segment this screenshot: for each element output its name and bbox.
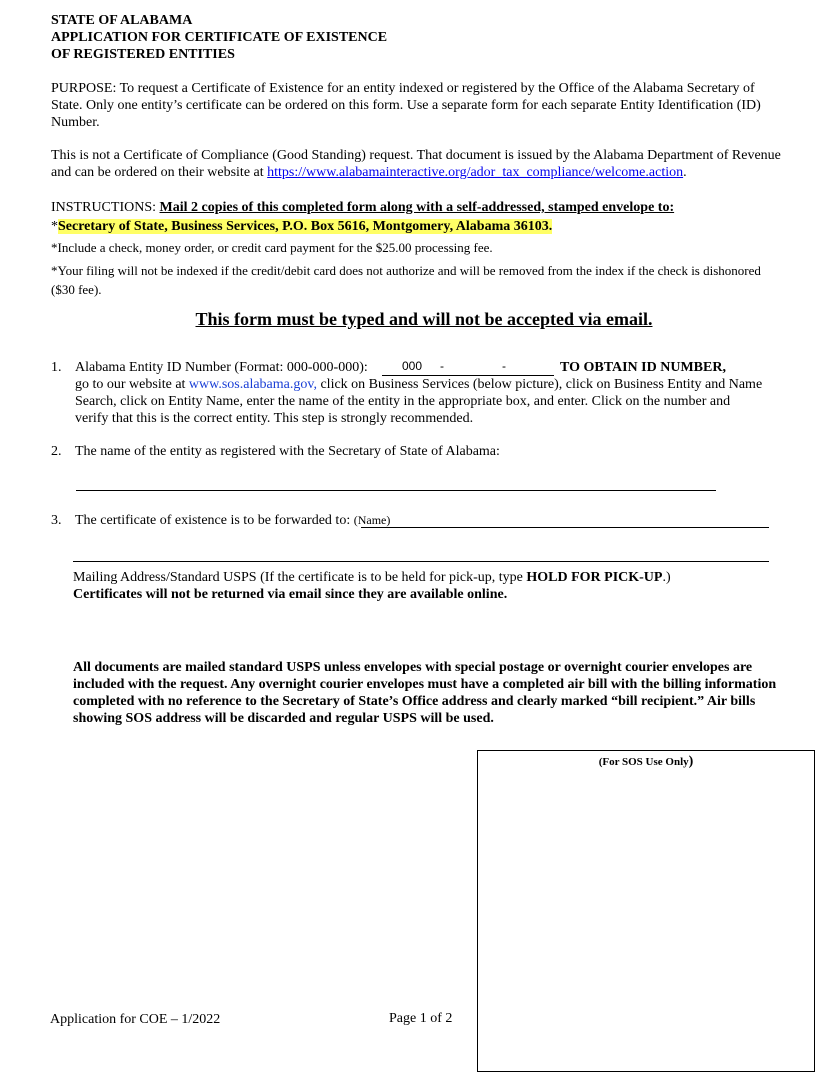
sos-website-link[interactable]: www.sos.alabama.gov, [188,377,317,392]
obtain-text-b: click on Business Services (below picture), click on Business Entity and Name Search, click on Entity Name, enter the name of the entity in the appropriate box, and enter. Click on the number and verify that this is the correct entity. This step is strongly recommended. [75,377,763,426]
address-line [51,218,791,235]
header-title: APPLICATION FOR CERTIFICATE OF EXISTENCE [51,30,388,45]
footer-page-number: Page 1 of 2 [389,1011,453,1026]
sos-use-title [478,755,814,769]
item3-number: 3. [51,513,62,528]
mailing-address-field[interactable] [73,561,769,562]
sos-use-title-text: (For SOS Use Only [598,756,689,768]
entity-name-field[interactable] [76,490,716,491]
obtain-id-instructions [75,376,765,427]
no-email-note: Certificates will not be returned via email since they are available online. [73,587,508,602]
entity-id-prefix: 000 [402,359,423,373]
obtain-id-heading: TO OBTAIN ID NUMBER, [560,360,726,375]
name-hint: (Name) [353,513,391,527]
entity-id-dash-2: - [502,359,506,373]
sos-use-paren: ) [688,754,694,769]
notice-text: This is not a Certificate of Compliance (Good Standing) request. That document is issued by the Alabama Department of Revenue and can be ordered on their website at [51,148,781,180]
hold-for-pickup: HOLD FOR PICK-UP [526,570,663,585]
address-star: * [51,219,58,234]
sos-use-box [477,750,815,1072]
entity-id-label: Alabama Entity ID Number (Format: 000-000-000): [75,360,368,375]
instructions-line [51,199,791,216]
mailing-address: Secretary of State, Business Services, P.O. Box 5616, Montgomery, Alabama 36103. [58,219,553,234]
obtain-text-a: go to our website at [75,377,186,392]
forward-to-colon: : [346,513,351,528]
mailing-text-a: Mailing Address/Standard USPS (If the certificate is to be held for pick-up, type [73,570,523,585]
entity-id-field[interactable] [382,359,554,376]
forward-to-text: The certificate of existence is to be forwarded to [75,513,347,528]
form-header [51,12,551,63]
purpose-paragraph [51,80,771,131]
mailing-text-b: .) [662,570,671,585]
entity-id-dash-1: - [440,359,444,373]
dishonored-note: *Your filing will not be indexed if the credit/debit card does not authorize and will be removed from the index if the check is dishonored ($30 fee). [51,263,761,297]
entity-name-label: The name of the entity as registered with the Secretary of State of Alabama: [75,444,500,459]
mailing-address-note [73,569,773,586]
mail-instructions: Mail 2 copies of this completed form along with a self-addressed, stamped envelope to: [159,200,675,215]
notice-period: . [683,165,687,180]
purpose-label: PURPOSE: [51,81,117,96]
notice-paragraph [51,147,781,181]
footer-form-version: Application for COE – 1/2022 [50,1012,221,1027]
typed-only-banner: This form must be typed and will not be accepted via email. [195,309,653,329]
fee-note: *Include a check, money order, or credit card payment for the $25.00 processing fee. [51,240,493,255]
item2-number: 2. [51,444,62,459]
forward-to-label [75,512,390,529]
recipient-name-field[interactable] [361,527,769,528]
instructions-label: INSTRUCTIONS: [51,200,157,215]
item1-number: 1. [51,360,62,375]
header-state: STATE OF ALABAMA [51,13,193,28]
delivery-note: All documents are mailed standard USPS unless envelopes with special postage or overnight courier envelopes are included with the request. Any overnight courier envelopes must have a completed air bill with the billing information completed with no reference to the Secretary of State’s Office address and clearly marked “bill recipient.” Air bills showing SOS address will be discarded and regular USPS will be used. [73,660,777,726]
purpose-text: To request a Certificate of Existence for an entity indexed or registered by the Office of the Alabama Secretary of State. Only one entity’s certificate can be ordered on this form. Use a separate form for each separate Entity Identification (ID) Number. [51,81,761,130]
header-subtitle: OF REGISTERED ENTITIES [51,47,235,62]
ador-link[interactable]: https://www.alabamainteractive.org/ador_tax_compliance/welcome.action [267,165,684,180]
